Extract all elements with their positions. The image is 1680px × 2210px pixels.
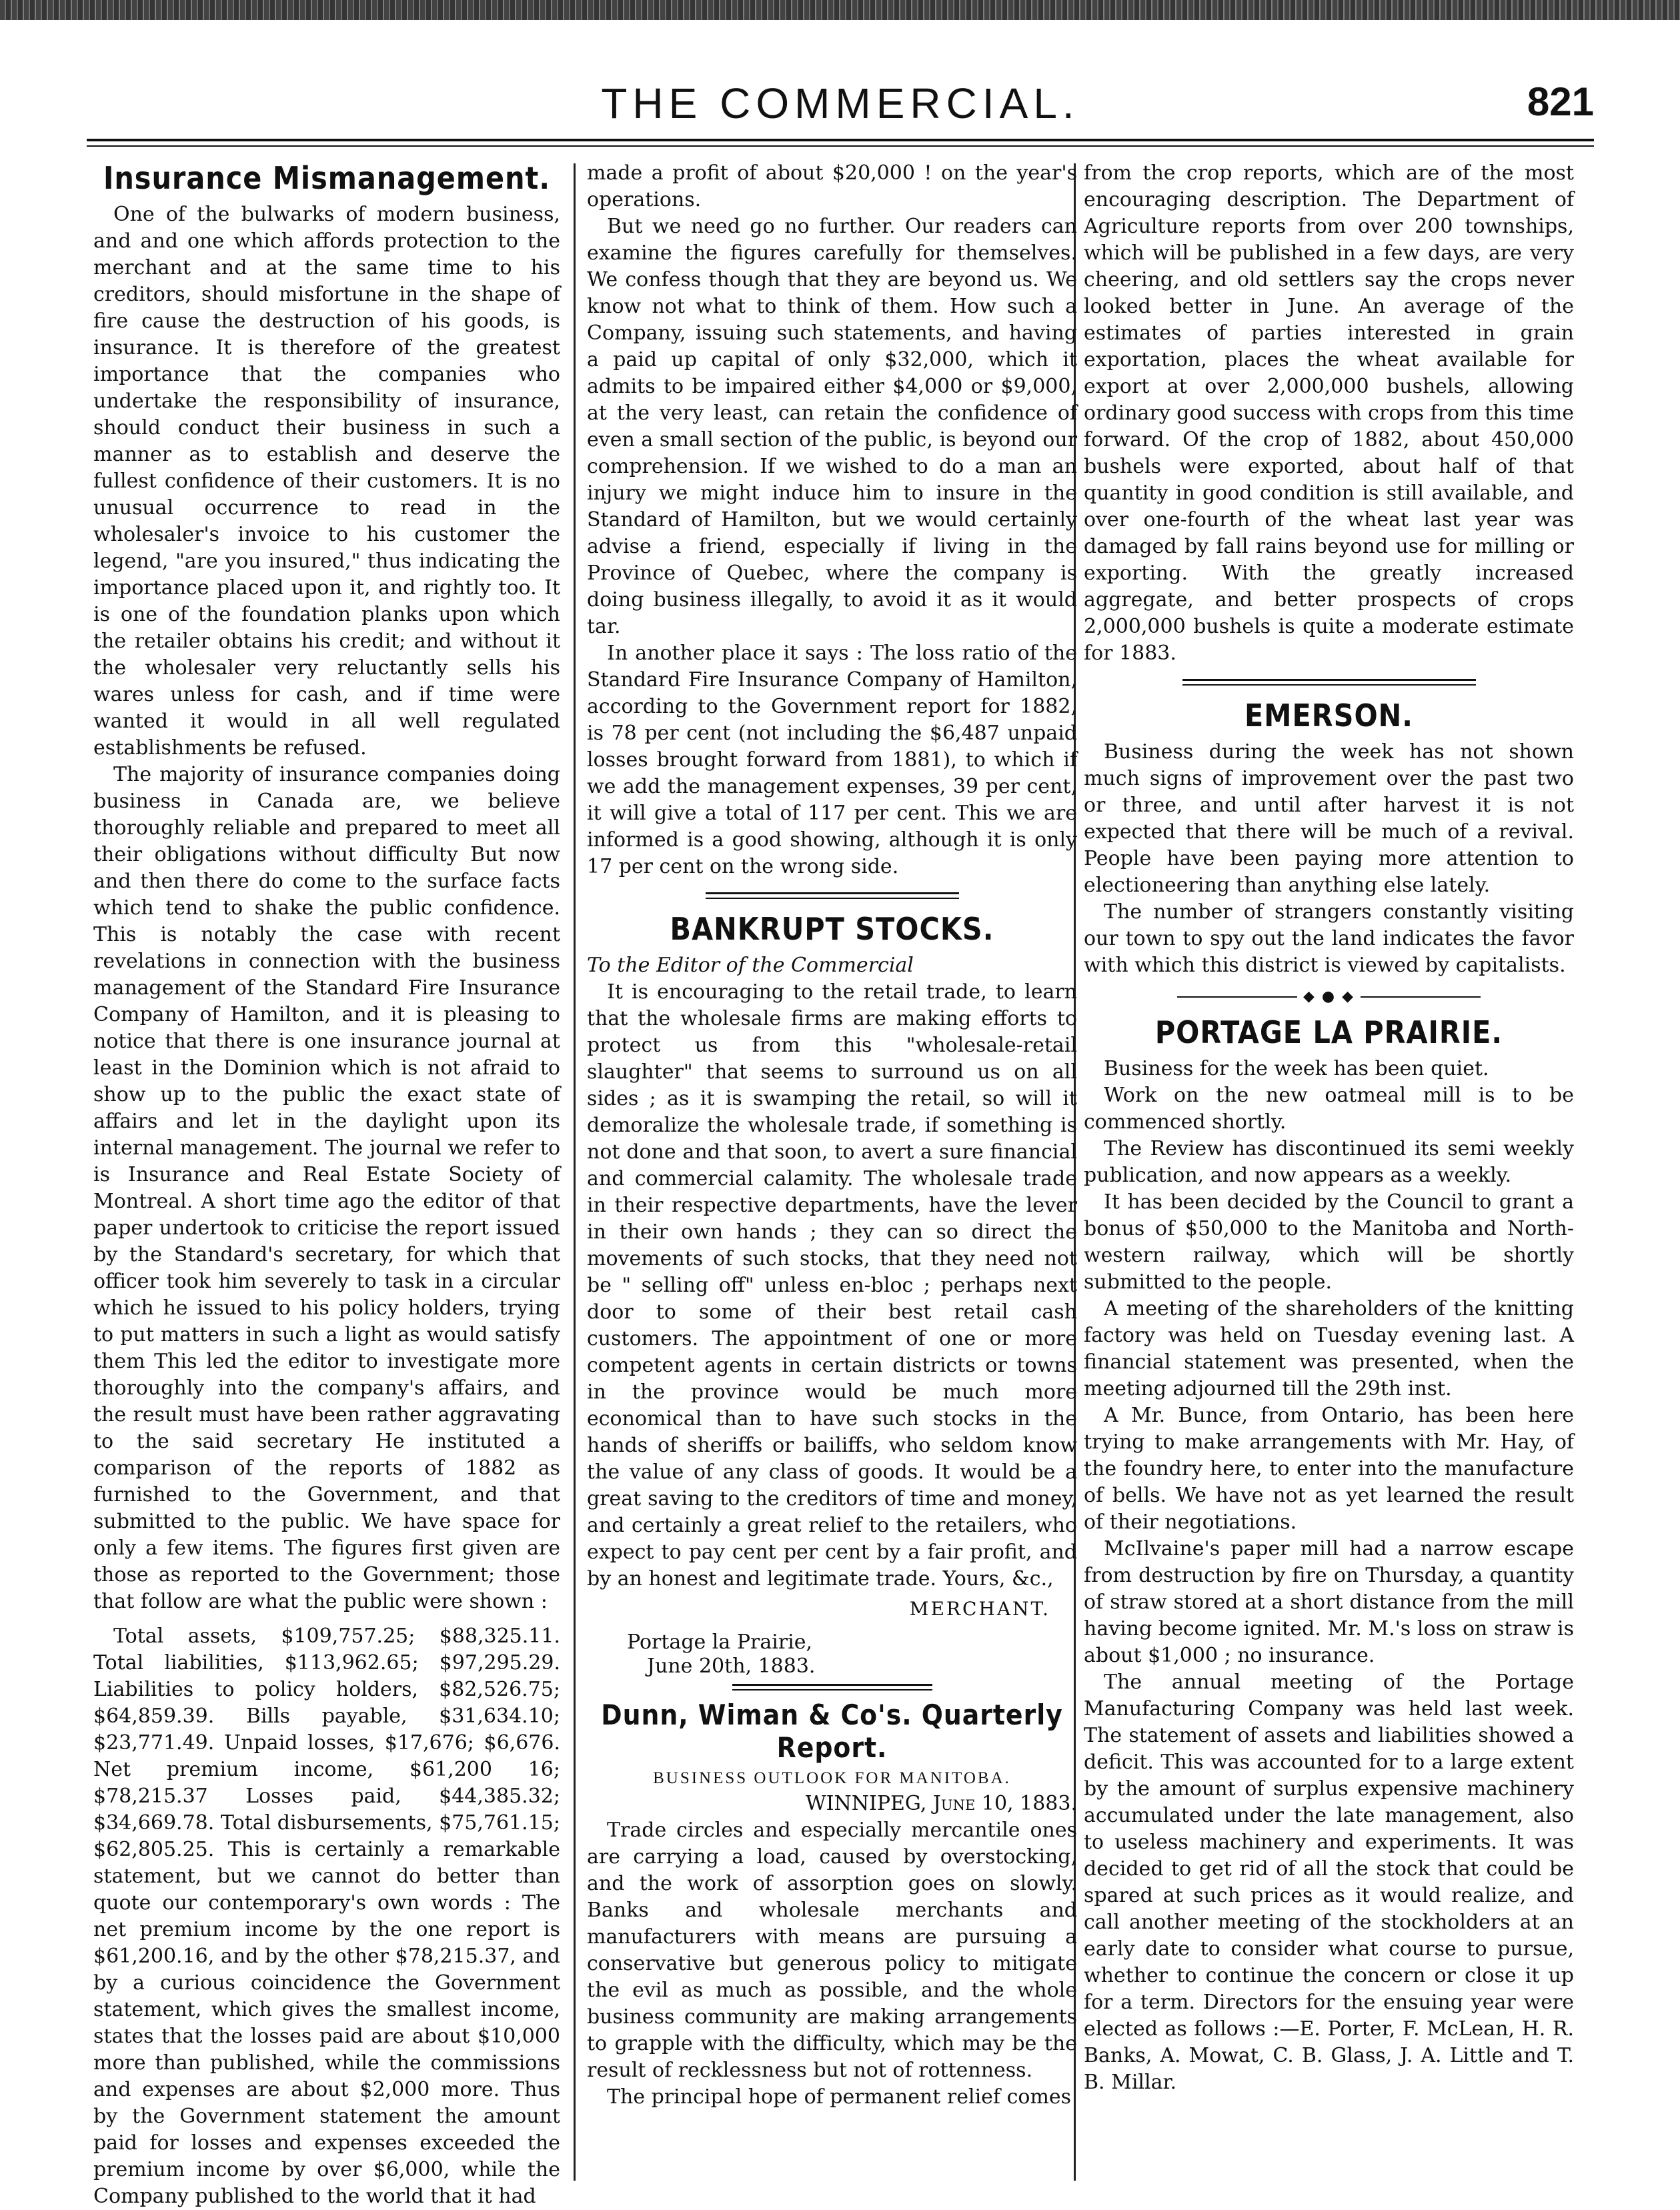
article-heading-emerson: EMERSON. — [1244, 698, 1413, 734]
article-paragraph: Total assets, $109,757.25; $88,325.11. Total liabilities, $113,962.65; $97,295.29. Liabilities to policy holders, $82,526.75; $64,859.39. Bills payable, $31,634.10; $23,771.49. Unpaid losses, $17,676; $6,676. Net premium income, $61,200 16; $78,215.37 Losses paid, $44,385.32; $34,669.78. Total disbursements, $75,761.15; $62,805.25. This is certainly a remarkable statement, but we cannot do better than quote our contemporary's own words : The net premium income by the one report is $61,200.16, and by the other $78,215.37, and by a curious coincidence the Government statement, which gives the smallest income, states that the losses paid are about $10,000 more than published, while the commissions and expenses are about $2,000 more. Thus by the Government statement the amount paid for losses and expenses exceeded the premium income by over $6,000, while the Company published to the world that it had — [93, 1624, 560, 2208]
article-heading-portage: PORTAGE LA PRAIRIE. — [1154, 1014, 1503, 1050]
article-paragraph: The majority of insurance companies doing business in Canada are, we believe thoroughly reliable and prepared to meet all their obligations without difficulty But now and then there do come to the surface facts which tend to shake the public confidence. This is notably the case with recent revelations in connection with the business management of the Standard Fire Insurance Company of Hamilton, and it is pleasing to notice that there is one insurance journal at least in the Dominion which is not afraid to show up to the public the exact state of affairs and let in the daylight upon its internal management. The journal we refer to is Insurance and Real Estate Society of Montreal. A short time ago the editor of that paper undertook to criticise the report issued by the Standard's secretary, for which that officer took him severely to task in a circular which he issued to his policy holders, trying to put matters in such a light as would satisfy them This led the editor to investigate more thoroughly into the company's affairs, and the result must have been rather aggravating to the said secretary He instituted a comparison of the reports of 1882 as furnished to the Government, and that submitted to the public. We have space for only a few items. The figures first given are those as reported to the Government; those that follow are what the public were shown : — [93, 763, 560, 1613]
section-divider — [732, 1684, 932, 1691]
section-divider — [706, 892, 959, 899]
letter-signature: MERCHANT. — [909, 1598, 1050, 1620]
article-paragraph: Business during the week has not shown much signs of improvement over the past two or three, and until after harvest it is not expected that there will be much of a revival. People have been paying more attention to electioneering than anything else lately. — [1084, 740, 1574, 897]
article-paragraph: The annual meeting of the Portage Manufacturing Company was held last week. The statement of assets and liabilities showed a deficit. This was accounted for to a large extent by the amount of surplus expensive machinery accumulated under the late management, also to useless machinery and experiments. It was decided to get rid of all the stock that could be spared at such prices as it would realize, and call another meeting of the stockholders at an early date to consider what course to pursue, whether to continue the concern or close it up for a term. Directors for the ensuing year were elected as follows :—E. Porter, F. McLean, H. R. Banks, A. Mowat, C. B. Glass, J. A. Little and T. B. Millar. — [1084, 1671, 1574, 2094]
article-paragraph: The number of strangers constantly visiting our town to spy out the land indicates the favor with which this district is viewed by capitalists. — [1084, 900, 1574, 977]
article-paragraph: The principal hope of permanent relief comes — [607, 2085, 1072, 2109]
article-paragraph: One of the bulwarks of modern business, and and one which affords protection to the merchant and at the same time to his creditors, should misfortune in the shape of fire cause the destruction of his goods, is insurance. It is therefore of the greatest importance that the companies who undertake the responsibility of insurance, should conduct their business in such a manner as to establish and deserve the fullest confidence of their customers. It is no unusual occurrence to read in the wholesaler's invoice to his customer the legend, "are you insured," thus indicating the importance placed upon it, and rightly too. It is one of the foundation planks upon which the retailer obtains his credit; and without it the wholesaler very reluctantly sells his wares unless for cash, and if time were wanted it would in all well regulated establishments be refused. — [93, 203, 560, 760]
top-edge-bar — [0, 0, 1680, 20]
letter-date: June 20th, 1883. — [647, 1654, 816, 1678]
article-paragraph: Trade circles and especially mercantile ones are carrying a load, caused by overstocking, and the work of assorption goes on slowly. Banks and wholesale merchants and manufacturers with means are pursuing a conservative but generous policy to mitigate the evil as much as possible, and the whole business community are making arrangements to grapple with the difficulty, which may be the result of recklessness but not of rottenness. — [587, 1819, 1077, 2082]
article-subheading: BUSINESS OUTLOOK FOR MANITOBA. — [653, 1769, 1011, 1787]
letter-address: To the Editor of the Commercial — [587, 954, 914, 977]
letter-place: Portage la Prairie, — [627, 1630, 813, 1654]
article-paragraph: The Review has discontinued its semi weekly publication, and now appears as a weekly. — [1084, 1137, 1574, 1187]
letter-dateline — [587, 1630, 1077, 1679]
column-2 — [587, 160, 1077, 2111]
article-paragraph: It has been decided by the Council to grant a bonus of $50,000 to the Manitoba and North-western railway, which will be shortly submitted to the people. — [1084, 1190, 1574, 1294]
article-paragraph: A Mr. Bunce, from Ontario, has been here trying to make arrangements with Mr. Hay, of the foundry here, to enter into the manufacture of bells. We have not as yet learned the result of their negotiations. — [1084, 1404, 1574, 1534]
article-paragraph: But we need go no further. Our readers can examine the figures carefully for themselves. We confess though that they are beyond us. We know not what to think of them. How such a Company, issuing such statements, and having a paid up capital of only $32,000, which it admits to be impaired either $4,000 or $9,000, at the very least, can retain the confidence of even a small section of the public, is beyond our comprehension. If we wished to do a man an injury we might induce him to insure in the Standard of Hamilton, but we would certainly advise a friend, especially if living in the Province of Quebec, where the company is doing business illegally, to avoid it as it would tar. — [587, 215, 1077, 638]
ornament-divider: ◆ ● ◆ — [1084, 988, 1574, 1005]
article-paragraph: It is encouraging to the retail trade, to learn that the wholesale firms are making efforts to protect us from this "wholesale-retail slaughter" that seems to surround us on all sides ; as it is swamping the retail, so will it demoralize the wholesale trade, if something is not done and that soon, to avert a sure financial and commercial calamity. The wholesale trade in their respective departments, have the lever in their own hands ; they can so direct the movements of such stocks, that they need not be " selling off" unless en-bloc ; perhaps next door to some of their best retail cash customers. The appointment of one or more competent agents in certain districts or towns in the province would be much more economical than to have such stocks in the hands of sheriffs or bailiffs, who seldom know the value of any class of goods. It would be a great saving to the creditors of time and money, and certainly a great relief to the retailers, who expect to pay cent per cent by a fair profit, and by an honest and legitimate trade. Yours, &c., — [587, 980, 1077, 1590]
column-1 — [93, 160, 560, 2210]
article-paragraph: McIlvaine's paper mill had a narrow escape from destruction by fire on Thursday, a quantity of straw stored at a short distance from the mill having become ignited. Mr. M.'s loss on straw is about $1,000 ; no insurance. — [1084, 1537, 1574, 1667]
article-paragraph: A meeting of the shareholders of the knitting factory was held on Tuesday evening last. A financial statement was presented, when the meeting adjourned till the 29th inst. — [1084, 1297, 1574, 1400]
newspaper-title: THE COMMERCIAL. — [601, 79, 1080, 127]
article-paragraph: from the crop reports, which are of the most encouraging description. The Department of Agriculture reports from over 200 townships, which will be published in a few days, are very cheering, and old settlers say the crops never looked better in June. An average of the estimates of parties interested in grain exportation, places the wheat available for export at over 2,000,000 bushels, allowing ordinary good success with crops from this time forward. Of the crop of 1882, about 450,000 bushels were exported, about half of that quantity in good condition is still available, and over one-fourth of the wheat last year was damaged by fall rains beyond use for milling or exporting. With the greatly increased aggregate, and better prospects of crops 2,000,000 bushels is quite a moderate estimate for 1883. — [1084, 161, 1574, 665]
article-paragraph: In another place it says : The loss ratio of the Standard Fire Insurance Company of Hamilton, according to the Government report for 1882, is 78 per cent (not including the $6,487 unpaid losses brought forward from 1881), to which if we add the management expenses, 39 per cent, it will give a total of 117 per cent. This we are informed is a good showing, although it is only 17 per cent on the wrong side. — [587, 642, 1077, 878]
page-number: 821 — [1527, 79, 1594, 124]
column-rule-1 — [574, 163, 576, 2181]
article-paragraph: Business for the week has been quiet. — [1104, 1057, 1489, 1080]
section-divider — [1182, 679, 1476, 686]
article-heading-dunn: Dunn, Wiman & Co's. Quarterly Report. — [601, 1699, 1063, 1764]
article-dateline: WINNIPEG, June 10, 1883. — [805, 1792, 1077, 1815]
article-heading-bankrupt: BANKRUPT STOCKS. — [670, 911, 994, 947]
column-3 — [1084, 160, 1574, 2096]
masthead — [87, 79, 1594, 132]
article-heading-insurance: Insurance Mismanagement. — [103, 160, 551, 196]
article-paragraph: Work on the new oatmeal mill is to be commenced shortly. — [1084, 1084, 1574, 1134]
masthead-rule — [87, 139, 1594, 147]
article-paragraph: made a profit of about $20,000 ! on the year's operations. — [587, 161, 1077, 211]
